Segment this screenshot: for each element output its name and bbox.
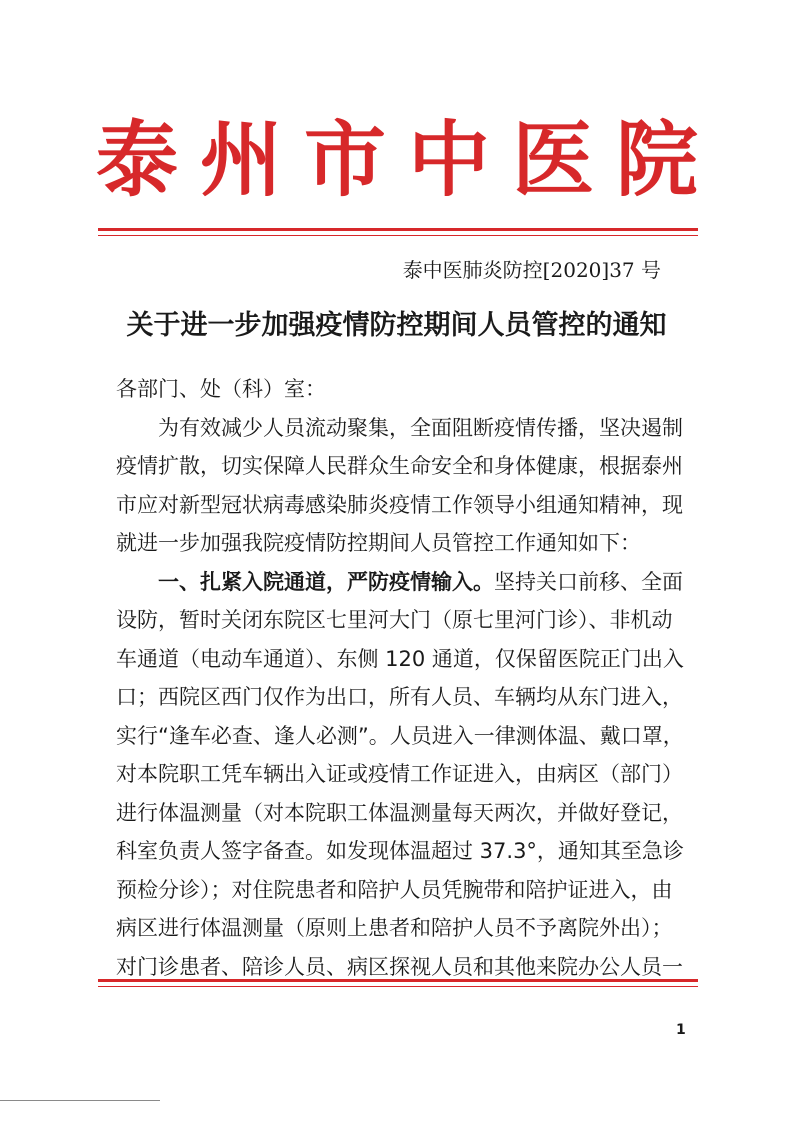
masthead-char: 市 bbox=[303, 112, 386, 208]
footer-divider-thick bbox=[98, 979, 698, 982]
masthead-char: 医 bbox=[511, 112, 594, 208]
body-line: 科室负责人签字备查。如发现体温超过 37.3°，通知其至急诊 bbox=[116, 839, 684, 863]
body-line: 预检分诊）；对住院患者和陪护人员凭腕带和陪护证进入，由 bbox=[116, 877, 673, 902]
body-line: 口；西院区西门仅作为出口，所有人员、车辆均从东门进入， bbox=[116, 685, 683, 709]
masthead-char: 院 bbox=[615, 112, 698, 208]
body-line: 进行体温测量（对本院职工体温测量每天两次，并做好登记， bbox=[116, 800, 683, 825]
document-title: 关于进一步加强疫情防控期间人员管控的通知 bbox=[126, 310, 667, 341]
body-line: 就进一步加强我院疫情防控期间人员管控工作通知如下： bbox=[116, 531, 641, 555]
body-line: 对门诊患者、陪诊人员、病区探视人员和其他来院办公人员一 bbox=[116, 954, 683, 979]
masthead-char: 州 bbox=[199, 112, 282, 208]
body-line: 实行“逢车必查、逢人必测”。人员进入一律测体温、戴口罩， bbox=[116, 723, 684, 748]
masthead-org-name bbox=[96, 105, 698, 215]
section-1-first-line bbox=[116, 563, 694, 602]
header-divider-thin bbox=[98, 235, 698, 236]
body-line: 疫情扩散，切实保障人民群众生命安全和身体健康，根据泰州 bbox=[116, 454, 683, 478]
scan-edge-line bbox=[0, 1100, 160, 1101]
body-line: 为有效减少人员流动聚集，全面阻断疫情传播，坚决遏制 bbox=[158, 415, 683, 440]
section-1-heading: 一、扎紧入院通道，严防疫情输入。 bbox=[158, 569, 494, 594]
footer-divider-thin bbox=[98, 986, 698, 987]
section-1-lead-text: 坚持关口前移、全面 bbox=[494, 569, 683, 594]
body-line: 病区进行体温测量（原则上患者和陪护人员不予离院外出）； bbox=[116, 916, 673, 940]
body-line: 车通道（电动车通道）、东侧 120 通道，仅保留医院正门出入 bbox=[116, 646, 684, 671]
page-number: 1 bbox=[676, 1022, 686, 1038]
header-divider-thick bbox=[98, 228, 698, 231]
body-line: 设防，暂时关闭东院区七里河大门（原七里河门诊）、非机动 bbox=[116, 608, 673, 632]
body-line: 市应对新型冠状病毒感染肺炎疫情工作领导小组通知精神，现 bbox=[116, 492, 683, 517]
document-number: 泰中医肺炎防控[2020]37 号 bbox=[402, 258, 661, 282]
salutation: 各部门、处（科）室： bbox=[116, 377, 326, 401]
body-line: 对本院职工凭车辆出入证或疫情工作证进入，由病区（部门） bbox=[116, 762, 683, 786]
document-body bbox=[116, 370, 694, 986]
masthead-char: 泰 bbox=[96, 112, 179, 208]
masthead-char: 中 bbox=[407, 112, 490, 208]
